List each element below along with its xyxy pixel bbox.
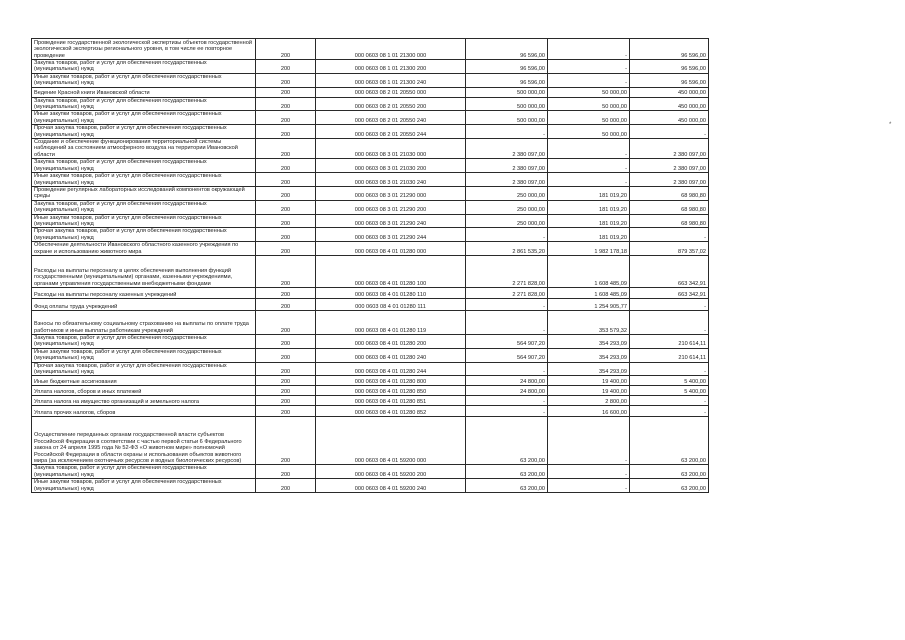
table-row	[32, 310, 709, 334]
table-row	[32, 417, 709, 465]
row-code: 200	[256, 73, 316, 87]
row-code: 200	[256, 362, 316, 376]
table-row	[32, 73, 709, 87]
row-name: Закупка товаров, работ и услуг для обеспечения государственных (муниципальных) нужд	[32, 60, 256, 74]
row-name: Закупка товаров, работ и услуг для обеспечения государственных (муниципальных) нужд	[32, 465, 256, 479]
table-row	[32, 348, 709, 362]
row-unexecuted-amount: 96 596,00	[630, 73, 709, 87]
row-classification-code: 000 0603 08 2 01 20550 000	[316, 87, 466, 97]
row-executed-amount: 2 800,00	[548, 396, 630, 406]
row-classification-code: 000 0603 08 2 01 20550 244	[316, 125, 466, 139]
row-unexecuted-amount: -	[630, 228, 709, 242]
row-unexecuted-amount: 2 380 097,00	[630, 173, 709, 187]
row-code: 200	[256, 376, 316, 386]
row-classification-code: 000 0603 08 3 01 21030 200	[316, 159, 466, 173]
table-row	[32, 60, 709, 74]
row-classification-code: 000 0603 08 4 01 59200 000	[316, 417, 466, 465]
row-classification-code: 000 0603 08 2 01 20550 200	[316, 97, 466, 111]
table-row	[32, 214, 709, 228]
row-approved-amount: -	[466, 396, 548, 406]
row-executed-amount: 181 019,20	[548, 200, 630, 214]
row-name: Уплата налогов, сборов и иных платежей	[32, 386, 256, 396]
row-unexecuted-amount: -	[630, 406, 709, 417]
row-classification-code: 000 0603 08 4 01 01280 852	[316, 406, 466, 417]
table-row	[32, 228, 709, 242]
row-approved-amount: 250 000,00	[466, 200, 548, 214]
row-unexecuted-amount: -	[630, 125, 709, 139]
row-approved-amount: -	[466, 362, 548, 376]
row-name: Иные закупки товаров, работ и услуг для обеспечения государственных (муниципальных) нужд	[32, 348, 256, 362]
row-approved-amount: 2 380 097,00	[466, 173, 548, 187]
budget-table-sheet	[31, 38, 708, 493]
table-row	[32, 362, 709, 376]
row-code: 200	[256, 111, 316, 125]
row-classification-code: 000 0603 08 4 01 01280 851	[316, 396, 466, 406]
row-executed-amount: 354 293,09	[548, 362, 630, 376]
row-unexecuted-amount: -	[630, 396, 709, 406]
row-classification-code: 000 0603 08 3 01 21290 240	[316, 214, 466, 228]
row-executed-amount: 1 982 178,18	[548, 242, 630, 256]
row-name: Расходы на выплаты персоналу в целях обеспечения выполнения функций государственными (муниципальными) органами, казенными учреждениями, органами управления государственными внебюджетными фондами	[32, 255, 256, 287]
row-approved-amount: 24 800,00	[466, 386, 548, 396]
row-code: 200	[256, 465, 316, 479]
row-classification-code: 000 0603 08 4 01 01280 110	[316, 287, 466, 298]
row-approved-amount: -	[466, 125, 548, 139]
row-unexecuted-amount: 5 400,00	[630, 386, 709, 396]
row-executed-amount: -	[548, 479, 630, 493]
row-approved-amount: 500 000,00	[466, 97, 548, 111]
row-unexecuted-amount: 68 980,80	[630, 214, 709, 228]
table-row	[32, 242, 709, 256]
row-name: Фонд оплаты труда учреждений	[32, 298, 256, 310]
row-unexecuted-amount: -	[630, 310, 709, 334]
row-classification-code: 000 0603 08 1 01 21300 000	[316, 39, 466, 60]
row-code: 200	[256, 287, 316, 298]
table-body	[32, 39, 709, 493]
row-executed-amount: -	[548, 73, 630, 87]
row-name: Проведение регулярных лабораторных исследований компонентов окружающей среды	[32, 186, 256, 200]
row-executed-amount: 353 579,32	[548, 310, 630, 334]
row-classification-code: 000 0603 08 3 01 21030 000	[316, 139, 466, 159]
row-unexecuted-amount: -	[630, 298, 709, 310]
row-approved-amount: -	[466, 298, 548, 310]
table-row	[32, 465, 709, 479]
row-classification-code: 000 0603 08 2 01 20550 240	[316, 111, 466, 125]
row-name: Проведение государственной экологической экспертизы объектов государственной экологической экспертизы регионального уровня, в том числе ее повторное проведение	[32, 39, 256, 60]
row-unexecuted-amount: 879 357,02	[630, 242, 709, 256]
row-unexecuted-amount: 450 000,00	[630, 111, 709, 125]
table-row	[32, 87, 709, 97]
row-classification-code: 000 0603 08 4 01 01280 000	[316, 242, 466, 256]
table-row	[32, 396, 709, 406]
row-executed-amount: 354 293,09	[548, 334, 630, 348]
row-approved-amount: 564 907,20	[466, 334, 548, 348]
row-executed-amount: 354 293,09	[548, 348, 630, 362]
table-row	[32, 298, 709, 310]
row-executed-amount: 1 254 905,77	[548, 298, 630, 310]
table-row	[32, 376, 709, 386]
row-code: 200	[256, 386, 316, 396]
row-classification-code: 000 0603 08 3 01 21290 200	[316, 200, 466, 214]
row-executed-amount: 16 600,00	[548, 406, 630, 417]
row-code: 200	[256, 214, 316, 228]
row-classification-code: 000 0603 08 4 01 01280 119	[316, 310, 466, 334]
budget-execution-table	[31, 38, 709, 493]
row-executed-amount: 181 019,20	[548, 228, 630, 242]
row-classification-code: 000 0603 08 3 01 21030 240	[316, 173, 466, 187]
row-unexecuted-amount: 2 380 097,00	[630, 139, 709, 159]
row-unexecuted-amount: 68 980,80	[630, 200, 709, 214]
table-row	[32, 386, 709, 396]
row-unexecuted-amount: 663 342,91	[630, 287, 709, 298]
row-unexecuted-amount: 450 000,00	[630, 87, 709, 97]
row-approved-amount: 500 000,00	[466, 87, 548, 97]
table-row	[32, 173, 709, 187]
row-approved-amount: -	[466, 228, 548, 242]
row-code: 200	[256, 125, 316, 139]
row-unexecuted-amount: 63 200,00	[630, 417, 709, 465]
row-unexecuted-amount: 63 200,00	[630, 479, 709, 493]
row-code: 200	[256, 298, 316, 310]
row-code: 200	[256, 60, 316, 74]
row-unexecuted-amount: 5 400,00	[630, 376, 709, 386]
row-name: Осуществление переданных органам государственной власти субъектов Российской Федерации в соответствии с частью первой статьи 6 Федерального закона от 24 апреля 1995 года № 52-ФЗ «О животном мире» полномочий Российской Федерации в области охраны и использования объектов животного мира (за исключением охотничьих ресурсов и водных биологических ресурсов)	[32, 417, 256, 465]
row-approved-amount: 63 200,00	[466, 465, 548, 479]
row-code: 200	[256, 173, 316, 187]
row-code: 200	[256, 97, 316, 111]
row-approved-amount: 250 000,00	[466, 214, 548, 228]
table-row	[32, 125, 709, 139]
table-row	[32, 186, 709, 200]
row-classification-code: 000 0603 08 4 01 59200 200	[316, 465, 466, 479]
margin-mark: *	[889, 122, 892, 128]
table-row	[32, 406, 709, 417]
row-executed-amount: 19 400,00	[548, 376, 630, 386]
row-classification-code: 000 0603 08 1 01 21300 200	[316, 60, 466, 74]
row-executed-amount: 50 000,00	[548, 125, 630, 139]
table-row	[32, 255, 709, 287]
row-code: 200	[256, 139, 316, 159]
row-approved-amount: -	[466, 406, 548, 417]
row-executed-amount: -	[548, 39, 630, 60]
row-name: Прочая закупка товаров, работ и услуг для обеспечения государственных (муниципальных) нужд	[32, 125, 256, 139]
row-executed-amount: -	[548, 60, 630, 74]
row-classification-code: 000 0603 08 4 01 01280 100	[316, 255, 466, 287]
row-code: 200	[256, 310, 316, 334]
row-code: 200	[256, 396, 316, 406]
row-approved-amount: 63 200,00	[466, 417, 548, 465]
row-name: Взносы по обязательному социальному страхованию на выплаты по оплате труда работников и иные выплаты работникам учреждений	[32, 310, 256, 334]
row-name: Закупка товаров, работ и услуг для обеспечения государственных (муниципальных) нужд	[32, 200, 256, 214]
row-classification-code: 000 0603 08 1 01 21300 240	[316, 73, 466, 87]
row-approved-amount: 564 907,20	[466, 348, 548, 362]
row-classification-code: 000 0603 08 4 01 01280 111	[316, 298, 466, 310]
row-executed-amount: 50 000,00	[548, 87, 630, 97]
row-approved-amount: 2 380 097,00	[466, 139, 548, 159]
row-name: Закупка товаров, работ и услуг для обеспечения государственных (муниципальных) нужд	[32, 334, 256, 348]
row-code: 200	[256, 479, 316, 493]
row-code: 200	[256, 228, 316, 242]
table-row	[32, 479, 709, 493]
row-approved-amount: 96 596,00	[466, 39, 548, 60]
row-classification-code: 000 0603 08 4 01 59200 240	[316, 479, 466, 493]
row-classification-code: 000 0603 08 3 01 21290 000	[316, 186, 466, 200]
row-executed-amount: -	[548, 465, 630, 479]
row-approved-amount: -	[466, 310, 548, 334]
row-classification-code: 000 0603 08 4 01 01280 240	[316, 348, 466, 362]
table-row	[32, 287, 709, 298]
table-row	[32, 97, 709, 111]
row-name: Расходы на выплаты персоналу казенных учреждений	[32, 287, 256, 298]
row-name: Иные закупки товаров, работ и услуг для обеспечения государственных (муниципальных) нужд	[32, 173, 256, 187]
row-unexecuted-amount: 68 980,80	[630, 186, 709, 200]
row-name: Уплата прочих налогов, сборов	[32, 406, 256, 417]
row-approved-amount: 2 380 097,00	[466, 159, 548, 173]
row-executed-amount: 50 000,00	[548, 111, 630, 125]
row-executed-amount: -	[548, 417, 630, 465]
row-code: 200	[256, 334, 316, 348]
row-approved-amount: 2 271 828,00	[466, 255, 548, 287]
table-row	[32, 334, 709, 348]
row-code: 200	[256, 159, 316, 173]
row-unexecuted-amount: 63 200,00	[630, 465, 709, 479]
row-name: Иные закупки товаров, работ и услуг для обеспечения государственных (муниципальных) нужд	[32, 479, 256, 493]
row-code: 200	[256, 186, 316, 200]
row-code: 200	[256, 87, 316, 97]
row-classification-code: 000 0603 08 4 01 01280 244	[316, 362, 466, 376]
row-executed-amount: -	[548, 173, 630, 187]
row-unexecuted-amount: 663 342,91	[630, 255, 709, 287]
table-row	[32, 39, 709, 60]
row-name: Иные закупки товаров, работ и услуг для обеспечения государственных (муниципальных) нужд	[32, 214, 256, 228]
row-name: Иные закупки товаров, работ и услуг для обеспечения государственных (муниципальных) нужд	[32, 111, 256, 125]
row-code: 200	[256, 348, 316, 362]
row-unexecuted-amount: 450 000,00	[630, 97, 709, 111]
row-unexecuted-amount: 96 596,00	[630, 60, 709, 74]
row-unexecuted-amount: -	[630, 362, 709, 376]
row-approved-amount: 500 000,00	[466, 111, 548, 125]
row-name: Закупка товаров, работ и услуг для обеспечения государственных (муниципальных) нужд	[32, 97, 256, 111]
row-unexecuted-amount: 210 614,11	[630, 334, 709, 348]
row-code: 200	[256, 39, 316, 60]
row-code: 200	[256, 200, 316, 214]
row-approved-amount: 63 200,00	[466, 479, 548, 493]
row-executed-amount: 50 000,00	[548, 97, 630, 111]
row-executed-amount: 19 400,00	[548, 386, 630, 396]
row-name: Иные бюджетные ассигнования	[32, 376, 256, 386]
row-executed-amount: -	[548, 159, 630, 173]
row-approved-amount: 2 271 828,00	[466, 287, 548, 298]
row-name: Обеспечение деятельности Ивановского областного казенного учреждения по охране и использованию животного мира	[32, 242, 256, 256]
row-approved-amount: 250 000,00	[466, 186, 548, 200]
row-name: Иные закупки товаров, работ и услуг для обеспечения государственных (муниципальных) нужд	[32, 73, 256, 87]
row-name: Прочая закупка товаров, работ и услуг для обеспечения государственных (муниципальных) нужд	[32, 362, 256, 376]
row-approved-amount: 96 596,00	[466, 60, 548, 74]
row-executed-amount: 181 019,20	[548, 186, 630, 200]
table-row	[32, 111, 709, 125]
row-classification-code: 000 0603 08 4 01 01280 200	[316, 334, 466, 348]
row-code: 200	[256, 406, 316, 417]
row-approved-amount: 24 800,00	[466, 376, 548, 386]
row-code: 200	[256, 417, 316, 465]
row-code: 200	[256, 242, 316, 256]
row-classification-code: 000 0603 08 3 01 21290 244	[316, 228, 466, 242]
row-unexecuted-amount: 210 614,11	[630, 348, 709, 362]
row-executed-amount: 1 608 485,09	[548, 255, 630, 287]
row-code: 200	[256, 255, 316, 287]
row-name: Прочая закупка товаров, работ и услуг для обеспечения государственных (муниципальных) нужд	[32, 228, 256, 242]
row-executed-amount: -	[548, 139, 630, 159]
row-executed-amount: 181 019,20	[548, 214, 630, 228]
row-executed-amount: 1 608 485,09	[548, 287, 630, 298]
row-name: Уплата налога на имущество организаций и земельного налога	[32, 396, 256, 406]
table-row	[32, 159, 709, 173]
row-approved-amount: 2 861 535,20	[466, 242, 548, 256]
row-classification-code: 000 0603 08 4 01 01280 800	[316, 376, 466, 386]
row-name: Ведение Красной книги Ивановской области	[32, 87, 256, 97]
row-unexecuted-amount: 2 380 097,00	[630, 159, 709, 173]
row-name: Создание и обеспечение функционирования территориальной системы наблюдений за состоянием атмосферного воздуха на территории Ивановской области	[32, 139, 256, 159]
table-row	[32, 139, 709, 159]
row-classification-code: 000 0603 08 4 01 01280 850	[316, 386, 466, 396]
row-approved-amount: 96 596,00	[466, 73, 548, 87]
table-row	[32, 200, 709, 214]
row-unexecuted-amount: 96 596,00	[630, 39, 709, 60]
row-name: Закупка товаров, работ и услуг для обеспечения государственных (муниципальных) нужд	[32, 159, 256, 173]
